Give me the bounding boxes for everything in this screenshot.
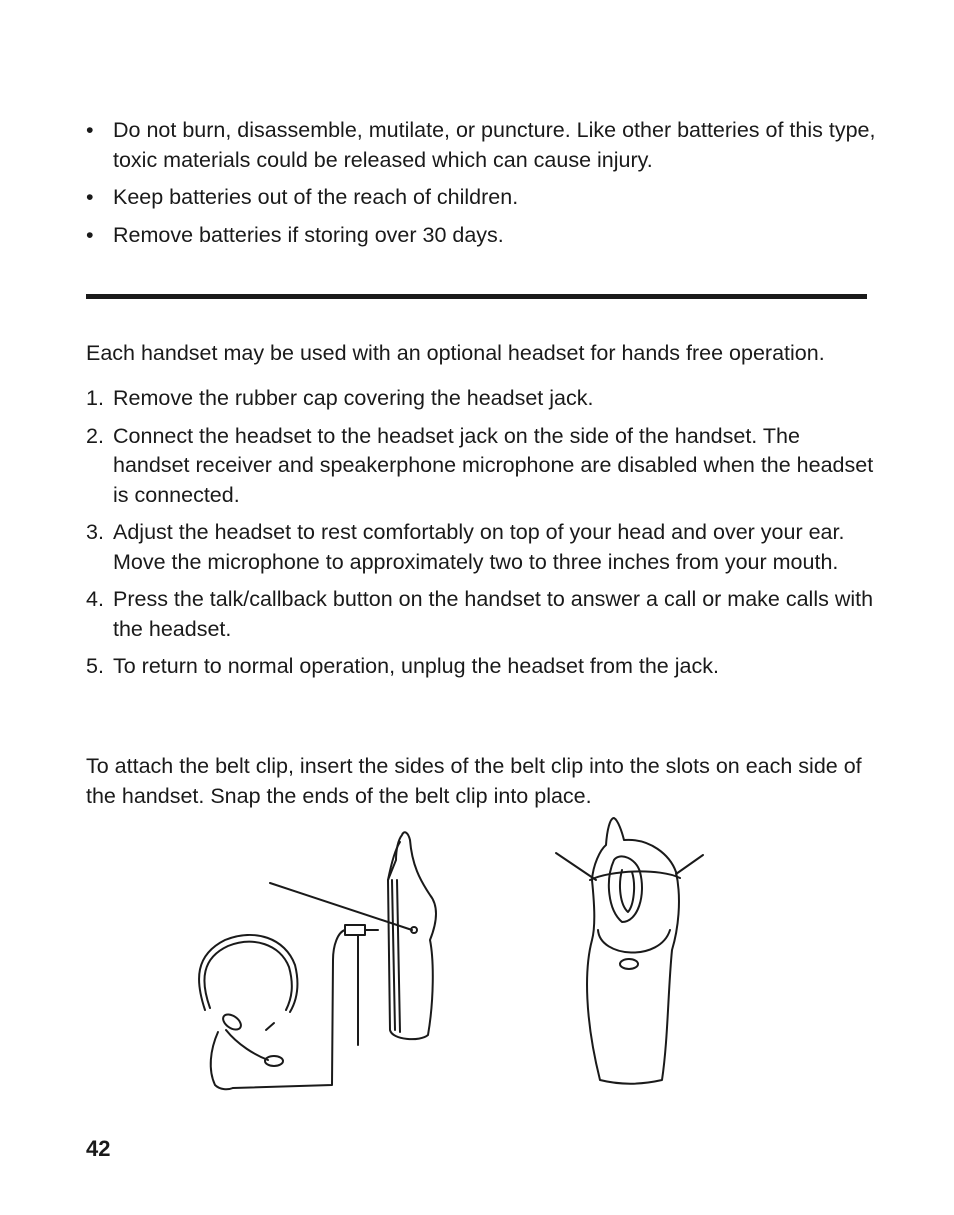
section-divider <box>86 294 867 299</box>
step-text: Adjust the headset to rest comfortably on top of your head and over your ear. Move the microphone to approximately two to three inches from your mouth. <box>113 520 845 574</box>
list-item <box>86 518 876 577</box>
step-text: To return to normal operation, unplug the headset from the jack. <box>113 654 719 678</box>
bullet-text: Keep batteries out of the reach of children. <box>113 185 519 209</box>
battery-warnings-list <box>86 116 876 258</box>
step-text: Press the talk/callback button on the handset to answer a call or make calls with the headset. <box>113 587 874 641</box>
list-item <box>86 652 876 682</box>
step-number: 3. <box>86 520 104 544</box>
headset-and-belt-clip-illustration <box>180 810 740 1110</box>
step-number: 5. <box>86 654 104 678</box>
belt-clip-instructions: To attach the belt clip, insert the sides of the belt clip into the slots on each side of the handset. Snap the ends of the belt clip into place. <box>86 754 862 808</box>
page-number: 42 <box>86 1136 111 1161</box>
bullet-mark: • <box>86 185 94 209</box>
step-text: Connect the headset to the headset jack on the side of the handset. The handset receiver and speakerphone microphone are disabled when the headset is connected. <box>113 423 874 507</box>
list-item <box>86 585 876 644</box>
list-item <box>86 183 876 213</box>
list-item <box>86 422 876 511</box>
step-number: 4. <box>86 587 104 611</box>
handset-side-view-icon <box>388 832 436 1039</box>
list-item <box>86 116 876 175</box>
headset-intro: Each handset may be used with an optional headset for hands free operation. <box>86 341 825 365</box>
headset-icon <box>199 930 345 1089</box>
bullet-mark: • <box>86 222 94 247</box>
step-number: 2. <box>86 423 104 448</box>
step-text: Remove the rubber cap covering the headset jack. <box>113 386 594 410</box>
list-item <box>86 384 876 414</box>
handset-front-view-icon <box>556 818 703 1084</box>
headset-steps-list <box>86 384 876 690</box>
bullet-text: Remove batteries if storing over 30 days. <box>113 222 504 247</box>
bullet-text: Do not burn, disassemble, mutilate, or puncture. Like other batteries of this type, toxic materials could be released which can cause injury. <box>113 118 876 172</box>
bullet-mark: • <box>86 118 94 142</box>
step-number: 1. <box>86 386 104 410</box>
list-item <box>86 221 876 251</box>
